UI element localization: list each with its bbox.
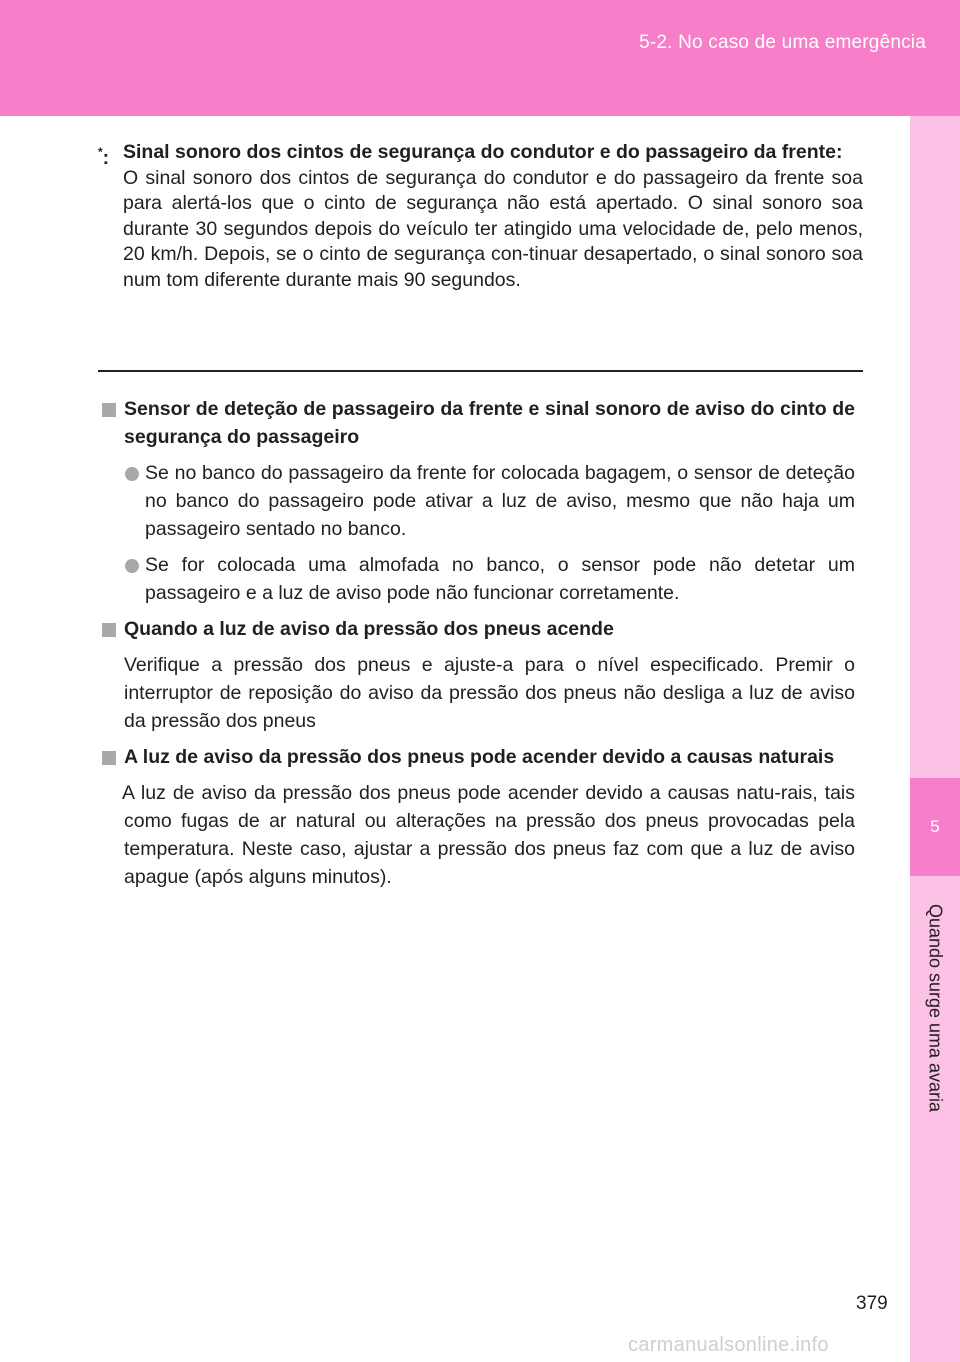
section-heading-tire-pressure-light: Quando a luz de aviso da pressão dos pneus acende xyxy=(100,615,855,643)
section-heading-natural-causes: A luz de aviso da pressão dos pneus pode acender devido a causas naturais xyxy=(100,743,855,771)
page-header xyxy=(0,0,960,116)
note-block xyxy=(98,140,863,293)
section-divider xyxy=(98,370,863,372)
chapter-number-tab: 5 xyxy=(910,778,960,876)
footnote-title: Sinal sonoro dos cintos de segurança do condutor e do passageiro da frente: xyxy=(123,141,843,163)
watermark: carmanualsonline.info xyxy=(628,1334,829,1356)
square-bullet-icon xyxy=(102,623,116,637)
section-heading-passenger-sensor: Sensor de deteção de passageiro da frente e sinal sonoro de aviso do cinto de segurança do passageiro xyxy=(100,395,855,451)
square-bullet-icon xyxy=(102,403,116,417)
round-bullet-icon xyxy=(125,559,139,573)
section-paragraph: A luz de aviso da pressão dos pneus pode acender devido a causas natu-rais, tais como fugas de ar natural ou alterações na pressão dos pneus provocadas pela temperatura. Neste caso, ajustar a pressão dos pneus faz com que a luz de aviso apague (após alguns minutos). xyxy=(122,782,855,888)
list-item: Se for colocada uma almofada no banco, o sensor pode não detetar um passageiro e a luz de aviso pode não funcionar corretamente. xyxy=(100,551,855,607)
round-bullet-icon xyxy=(125,467,139,481)
footnote xyxy=(98,140,863,293)
chapter-title-vertical: Quando surge uma avaria xyxy=(925,903,946,1113)
chapter-side-tab xyxy=(910,116,960,1362)
square-bullet-icon xyxy=(102,751,116,765)
section-paragraph: Verifique a pressão dos pneus e ajuste-a para o nível especificado. Premir o interruptor de reposição do aviso da pressão dos pneus não desliga a luz de aviso da pressão dos pneus xyxy=(124,654,855,732)
footnote-marker: *: xyxy=(98,145,110,169)
section-title: 5-2. No caso de uma emergência xyxy=(639,32,926,53)
list-item: Se no banco do passageiro da frente for colocada bagagem, o sensor de deteção no banco do passageiro pode ativar a luz de aviso, mesmo que não haja um passageiro sentado no banco. xyxy=(100,459,855,543)
sections xyxy=(100,395,855,891)
page-number: 379 xyxy=(856,1293,888,1314)
footnote-body: O sinal sonoro dos cintos de segurança do condutor e do passageiro da frente soa para alertá-los que o cinto de segurança não está apertado. O sinal sonoro soa durante 30 segundos depois do veículo ter atingido uma velocidade de, pelo menos, 20 km/h. Depois, se o cinto de segurança con-tinuar desapertado, o sinal sonoro soa num tom diferente durante mais 90 segundos. xyxy=(123,166,863,291)
